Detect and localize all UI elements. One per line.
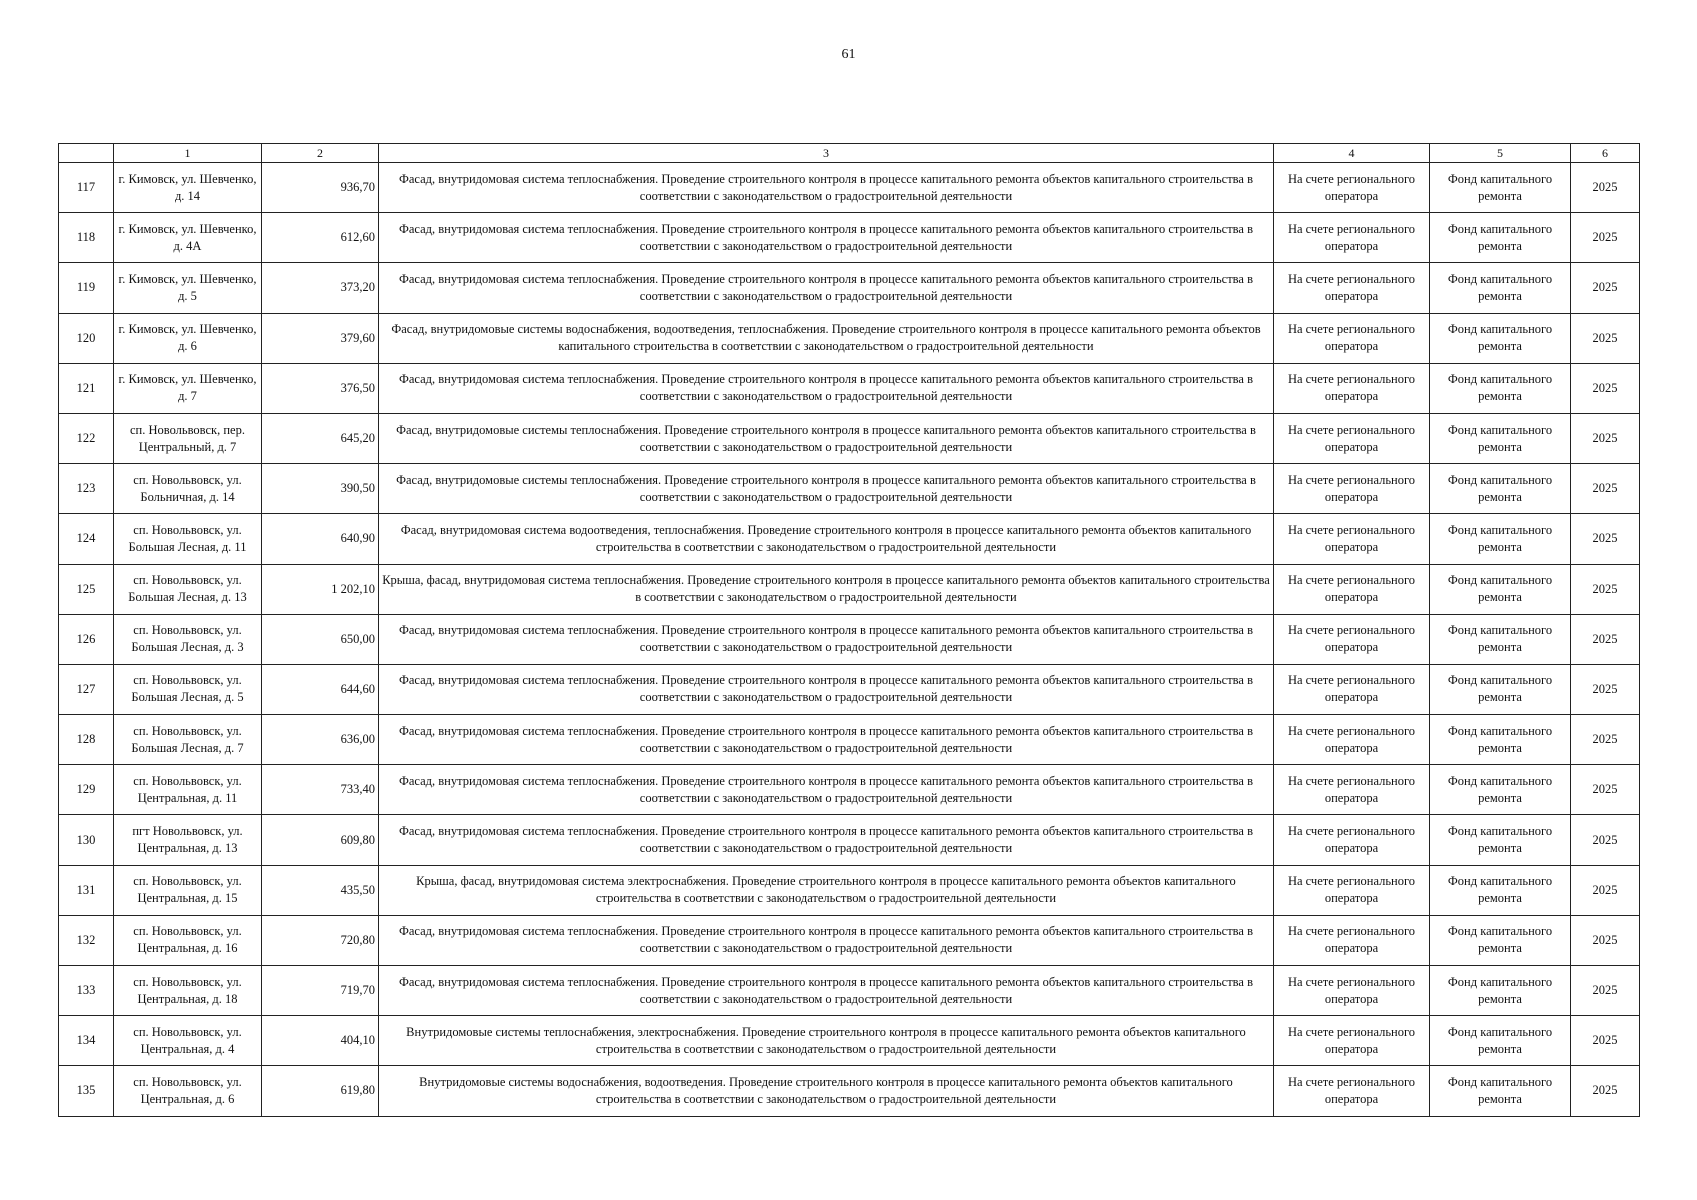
row-number: 125 [59, 564, 114, 614]
row-number: 123 [59, 464, 114, 514]
year-cell: 2025 [1571, 966, 1640, 1016]
year-cell: 2025 [1571, 614, 1640, 664]
address-cell: сп. Новольвовск, пер. Центральный, д. 7 [114, 413, 262, 463]
year-cell: 2025 [1571, 413, 1640, 463]
row-number: 129 [59, 765, 114, 815]
work-description-cell: Крыша, фасад, внутридомовая система теплоснабжения. Проведение строительного контроля в процессе капитального ремонта объектов капитального строительства в соответствии с законодательством о градостроительной деятельности [379, 564, 1274, 614]
work-description-cell: Фасад, внутридомовые системы водоснабжения, водоотведения, теплоснабжения. Проведение строительного контроля в процессе капитального ремонта объектов капитального строительства в соответствии с законодательством о градостроительной деятельности [379, 313, 1274, 363]
address-cell: сп. Новольвовск, ул. Большая Лесная, д. 11 [114, 514, 262, 564]
fund-cell: Фонд капитального ремонта [1430, 564, 1571, 614]
fund-cell: Фонд капитального ремонта [1430, 614, 1571, 664]
page-number: 61 [841, 47, 856, 62]
fund-cell: Фонд капитального ремонта [1430, 313, 1571, 363]
status-cell: На счете регионального оператора [1274, 664, 1430, 714]
fund-cell: Фонд капитального ремонта [1430, 413, 1571, 463]
fund-cell: Фонд капитального ремонта [1430, 966, 1571, 1016]
column-header: 6 [1571, 144, 1640, 163]
address-cell: сп. Новольвовск, ул. Центральная, д. 4 [114, 1016, 262, 1066]
area-cell: 733,40 [262, 765, 379, 815]
area-cell: 373,20 [262, 263, 379, 313]
year-cell: 2025 [1571, 865, 1640, 915]
table-row [59, 664, 1640, 714]
area-cell: 390,50 [262, 464, 379, 514]
status-cell: На счете регионального оператора [1274, 514, 1430, 564]
table-row [59, 564, 1640, 614]
year-cell: 2025 [1571, 163, 1640, 213]
area-cell: 644,60 [262, 664, 379, 714]
table-row [59, 614, 1640, 664]
work-description-cell: Фасад, внутридомовая система теплоснабжения. Проведение строительного контроля в процессе капитального ремонта объектов капитального строительства в соответствии с законодательством о градостроительной деятельности [379, 664, 1274, 714]
area-cell: 379,60 [262, 313, 379, 363]
address-cell: сп. Новольвовск, ул. Центральная, д. 11 [114, 765, 262, 815]
row-number: 117 [59, 163, 114, 213]
column-header: 3 [379, 144, 1274, 163]
address-cell: сп. Новольвовск, ул. Центральная, д. 18 [114, 966, 262, 1016]
row-number: 127 [59, 664, 114, 714]
status-cell: На счете регионального оператора [1274, 966, 1430, 1016]
address-cell: сп. Новольвовск, ул. Центральная, д. 15 [114, 865, 262, 915]
address-cell: сп. Новольвовск, ул. Центральная, д. 16 [114, 915, 262, 965]
table-row [59, 413, 1640, 463]
status-cell: На счете регионального оператора [1274, 865, 1430, 915]
work-description-cell: Фасад, внутридомовые системы теплоснабжения. Проведение строительного контроля в процессе капитального ремонта объектов капитального строительства в соответствии с законодательством о градостроительной деятельности [379, 413, 1274, 463]
status-cell: На счете регионального оператора [1274, 413, 1430, 463]
area-cell: 1 202,10 [262, 564, 379, 614]
table-row [59, 263, 1640, 313]
status-cell: На счете регионального оператора [1274, 815, 1430, 865]
row-number: 120 [59, 313, 114, 363]
work-description-cell: Внутридомовые системы теплоснабжения, электроснабжения. Проведение строительного контроля в процессе капитального ремонта объектов капитального строительства в соответствии с законодательством о градостроительной деятельности [379, 1016, 1274, 1066]
capital-repair-table [58, 143, 1640, 1117]
row-number: 131 [59, 865, 114, 915]
work-description-cell: Фасад, внутридомовая система теплоснабжения. Проведение строительного контроля в процессе капитального ремонта объектов капитального строительства в соответствии с законодательством о градостроительной деятельности [379, 715, 1274, 765]
year-cell: 2025 [1571, 715, 1640, 765]
year-cell: 2025 [1571, 1016, 1640, 1066]
table-row [59, 915, 1640, 965]
fund-cell: Фонд капитального ремонта [1430, 464, 1571, 514]
work-description-cell: Фасад, внутридомовая система теплоснабжения. Проведение строительного контроля в процессе капитального ремонта объектов капитального строительства в соответствии с законодательством о градостроительной деятельности [379, 915, 1274, 965]
address-cell: сп. Новольвовск, ул. Большая Лесная, д. 5 [114, 664, 262, 714]
status-cell: На счете регионального оператора [1274, 1016, 1430, 1066]
address-cell: пгт Новольвовск, ул. Центральная, д. 13 [114, 815, 262, 865]
area-cell: 636,00 [262, 715, 379, 765]
year-cell: 2025 [1571, 263, 1640, 313]
table-row [59, 765, 1640, 815]
fund-cell: Фонд капитального ремонта [1430, 213, 1571, 263]
table-row [59, 313, 1640, 363]
row-number: 130 [59, 815, 114, 865]
column-number-row [59, 144, 1640, 163]
work-description-cell: Фасад, внутридомовая система водоотведения, теплоснабжения. Проведение строительного контроля в процессе капитального ремонта объектов капитального строительства в соответствии с законодательством о градостроительной деятельности [379, 514, 1274, 564]
year-cell: 2025 [1571, 564, 1640, 614]
area-cell: 612,60 [262, 213, 379, 263]
row-number: 122 [59, 413, 114, 463]
column-header: 1 [114, 144, 262, 163]
table-row [59, 815, 1640, 865]
fund-cell: Фонд капитального ремонта [1430, 263, 1571, 313]
work-description-cell: Фасад, внутридомовая система теплоснабжения. Проведение строительного контроля в процессе капитального ремонта объектов капитального строительства в соответствии с законодательством о градостроительной деятельности [379, 614, 1274, 664]
work-description-cell: Фасад, внутридомовая система теплоснабжения. Проведение строительного контроля в процессе капитального ремонта объектов капитального строительства в соответствии с законодательством о градостроительной деятельности [379, 815, 1274, 865]
address-cell: сп. Новольвовск, ул. Центральная, д. 6 [114, 1066, 262, 1116]
status-cell: На счете регионального оператора [1274, 313, 1430, 363]
area-cell: 936,70 [262, 163, 379, 213]
year-cell: 2025 [1571, 313, 1640, 363]
year-cell: 2025 [1571, 464, 1640, 514]
area-cell: 719,70 [262, 966, 379, 1016]
status-cell: На счете регионального оператора [1274, 464, 1430, 514]
year-cell: 2025 [1571, 363, 1640, 413]
table-row [59, 715, 1640, 765]
row-number: 134 [59, 1016, 114, 1066]
fund-cell: Фонд капитального ремонта [1430, 664, 1571, 714]
year-cell: 2025 [1571, 1066, 1640, 1116]
address-cell: г. Кимовск, ул. Шевченко, д. 6 [114, 313, 262, 363]
status-cell: На счете регионального оператора [1274, 1066, 1430, 1116]
corner-header-cell [59, 144, 114, 163]
fund-cell: Фонд капитального ремонта [1430, 1016, 1571, 1066]
year-cell: 2025 [1571, 915, 1640, 965]
row-number: 133 [59, 966, 114, 1016]
area-cell: 645,20 [262, 413, 379, 463]
address-cell: г. Кимовск, ул. Шевченко, д. 7 [114, 363, 262, 413]
table-body [59, 163, 1640, 1117]
table-row [59, 865, 1640, 915]
fund-cell: Фонд капитального ремонта [1430, 715, 1571, 765]
status-cell: На счете регионального оператора [1274, 715, 1430, 765]
work-description-cell: Фасад, внутридомовая система теплоснабжения. Проведение строительного контроля в процессе капитального ремонта объектов капитального строительства в соответствии с законодательством о градостроительной деятельности [379, 163, 1274, 213]
work-description-cell: Крыша, фасад, внутридомовая система электроснабжения. Проведение строительного контроля в процессе капитального ремонта объектов капитального строительства в соответствии с законодательством о градостроительной деятельности [379, 865, 1274, 915]
work-description-cell: Фасад, внутридомовая система теплоснабжения. Проведение строительного контроля в процессе капитального ремонта объектов капитального строительства в соответствии с законодательством о градостроительной деятельности [379, 966, 1274, 1016]
status-cell: На счете регионального оператора [1274, 614, 1430, 664]
table-row [59, 1016, 1640, 1066]
fund-cell: Фонд капитального ремонта [1430, 865, 1571, 915]
year-cell: 2025 [1571, 213, 1640, 263]
table-row [59, 966, 1640, 1016]
work-description-cell: Фасад, внутридомовая система теплоснабжения. Проведение строительного контроля в процессе капитального ремонта объектов капитального строительства в соответствии с законодательством о градостроительной деятельности [379, 765, 1274, 815]
table-row [59, 213, 1640, 263]
address-cell: сп. Новольвовск, ул. Больничная, д. 14 [114, 464, 262, 514]
table-row [59, 363, 1640, 413]
address-cell: г. Кимовск, ул. Шевченко, д. 5 [114, 263, 262, 313]
table-row [59, 163, 1640, 213]
status-cell: На счете регионального оператора [1274, 765, 1430, 815]
area-cell: 619,80 [262, 1066, 379, 1116]
row-number: 121 [59, 363, 114, 413]
fund-cell: Фонд капитального ремонта [1430, 915, 1571, 965]
address-cell: г. Кимовск, ул. Шевченко, д. 14 [114, 163, 262, 213]
work-description-cell: Фасад, внутридомовые системы теплоснабжения. Проведение строительного контроля в процессе капитального ремонта объектов капитального строительства в соответствии с законодательством о градостроительной деятельности [379, 464, 1274, 514]
work-description-cell: Фасад, внутридомовая система теплоснабжения. Проведение строительного контроля в процессе капитального ремонта объектов капитального строительства в соответствии с законодательством о градостроительной деятельности [379, 263, 1274, 313]
table-row [59, 464, 1640, 514]
area-cell: 650,00 [262, 614, 379, 664]
fund-cell: Фонд капитального ремонта [1430, 765, 1571, 815]
fund-cell: Фонд капитального ремонта [1430, 363, 1571, 413]
address-cell: сп. Новольвовск, ул. Большая Лесная, д. 3 [114, 614, 262, 664]
year-cell: 2025 [1571, 664, 1640, 714]
work-description-cell: Фасад, внутридомовая система теплоснабжения. Проведение строительного контроля в процессе капитального ремонта объектов капитального строительства в соответствии с законодательством о градостроительной деятельности [379, 213, 1274, 263]
row-number: 132 [59, 915, 114, 965]
address-cell: сп. Новольвовск, ул. Большая Лесная, д. 13 [114, 564, 262, 614]
row-number: 124 [59, 514, 114, 564]
area-cell: 720,80 [262, 915, 379, 965]
address-cell: г. Кимовск, ул. Шевченко, д. 4А [114, 213, 262, 263]
work-description-cell: Фасад, внутридомовая система теплоснабжения. Проведение строительного контроля в процессе капитального ремонта объектов капитального строительства в соответствии с законодательством о градостроительной деятельности [379, 363, 1274, 413]
status-cell: На счете регионального оператора [1274, 564, 1430, 614]
column-header: 5 [1430, 144, 1571, 163]
status-cell: На счете регионального оператора [1274, 915, 1430, 965]
row-number: 118 [59, 213, 114, 263]
status-cell: На счете регионального оператора [1274, 163, 1430, 213]
status-cell: На счете регионального оператора [1274, 363, 1430, 413]
area-cell: 376,50 [262, 363, 379, 413]
area-cell: 640,90 [262, 514, 379, 564]
year-cell: 2025 [1571, 765, 1640, 815]
fund-cell: Фонд капитального ремонта [1430, 815, 1571, 865]
address-cell: сп. Новольвовск, ул. Большая Лесная, д. 7 [114, 715, 262, 765]
fund-cell: Фонд капитального ремонта [1430, 514, 1571, 564]
column-header: 2 [262, 144, 379, 163]
row-number: 119 [59, 263, 114, 313]
status-cell: На счете регионального оператора [1274, 263, 1430, 313]
table-row [59, 1066, 1640, 1116]
row-number: 135 [59, 1066, 114, 1116]
fund-cell: Фонд капитального ремонта [1430, 163, 1571, 213]
column-header: 4 [1274, 144, 1430, 163]
area-cell: 609,80 [262, 815, 379, 865]
area-cell: 435,50 [262, 865, 379, 915]
year-cell: 2025 [1571, 514, 1640, 564]
table-row [59, 514, 1640, 564]
status-cell: На счете регионального оператора [1274, 213, 1430, 263]
row-number: 128 [59, 715, 114, 765]
area-cell: 404,10 [262, 1016, 379, 1066]
year-cell: 2025 [1571, 815, 1640, 865]
row-number: 126 [59, 614, 114, 664]
work-description-cell: Внутридомовые системы водоснабжения, водоотведения. Проведение строительного контроля в процессе капитального ремонта объектов капитального строительства в соответствии с законодательством о градостроительной деятельности [379, 1066, 1274, 1116]
fund-cell: Фонд капитального ремонта [1430, 1066, 1571, 1116]
